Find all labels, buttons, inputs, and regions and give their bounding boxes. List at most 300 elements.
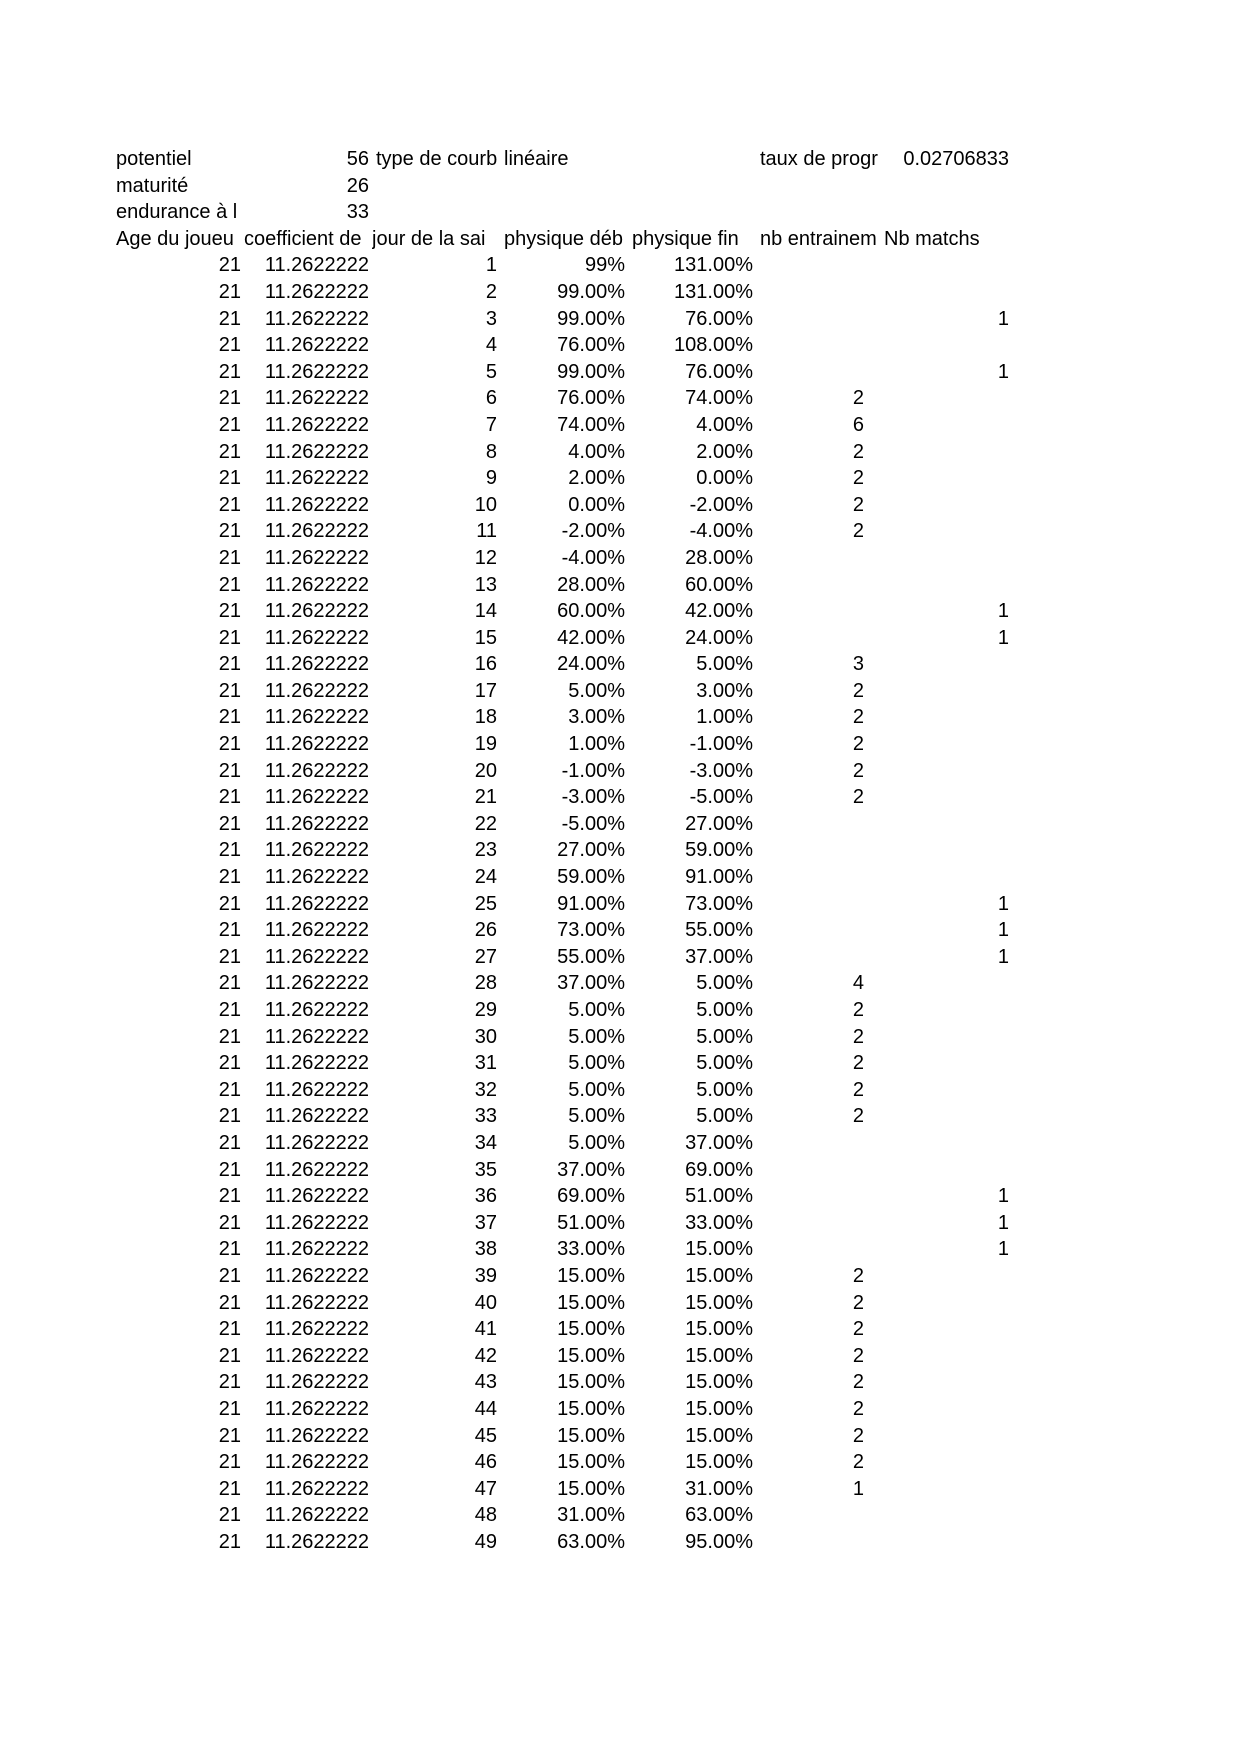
cell-physique-debut: 1.00% bbox=[568, 733, 625, 756]
cell-age: 21 bbox=[218, 892, 241, 915]
cell-coef: 11.2622222 bbox=[264, 679, 369, 702]
cell-matchs bbox=[884, 279, 1012, 306]
cell-physique-fin: 5.00% bbox=[696, 1025, 753, 1048]
cell-matchs bbox=[884, 1263, 1012, 1290]
cell-jour: 12 bbox=[474, 546, 497, 569]
cell-jour: 32 bbox=[474, 1078, 497, 1101]
cell-age: 21 bbox=[218, 254, 241, 277]
cell-jour: 17 bbox=[474, 679, 497, 702]
cell-entrainements: 2 bbox=[852, 1424, 864, 1447]
cell-age: 21 bbox=[218, 1344, 241, 1367]
cell-matchs: 1 bbox=[997, 307, 1009, 330]
potentiel-value: 56 bbox=[346, 148, 369, 170]
cell-physique-fin: 76.00% bbox=[685, 307, 753, 330]
cell-age: 21 bbox=[218, 307, 241, 330]
cell-physique-fin: 5.00% bbox=[696, 1105, 753, 1128]
cell-matchs bbox=[884, 332, 1012, 359]
cell-entrainements: 2 bbox=[852, 1291, 864, 1314]
cell-jour: 4 bbox=[485, 334, 497, 357]
cell-physique-debut: -5.00% bbox=[561, 812, 625, 835]
cell-matchs bbox=[884, 1529, 1012, 1556]
cell-physique-debut: 51.00% bbox=[557, 1211, 625, 1234]
maturite-label: maturité bbox=[116, 174, 189, 197]
cell-coef: 11.2622222 bbox=[264, 653, 369, 676]
cell-matchs bbox=[884, 1476, 1012, 1503]
cell-coef: 11.2622222 bbox=[264, 1238, 369, 1261]
cell-age: 21 bbox=[218, 759, 241, 782]
cell-age: 21 bbox=[218, 945, 241, 968]
cell-physique-fin: 73.00% bbox=[685, 892, 753, 915]
cell-physique-debut: 42.00% bbox=[557, 626, 625, 649]
cell-physique-fin: 74.00% bbox=[685, 387, 753, 410]
cell-coef: 11.2622222 bbox=[264, 1105, 369, 1128]
cell-entrainements bbox=[756, 891, 864, 918]
cell-jour: 23 bbox=[474, 839, 497, 862]
cell-coef: 11.2622222 bbox=[264, 1477, 369, 1500]
cell-coef: 11.2622222 bbox=[264, 254, 369, 277]
header-coef: coefficient de bbox=[244, 227, 362, 250]
cell-physique-fin: 5.00% bbox=[696, 1052, 753, 1075]
cell-physique-debut: 76.00% bbox=[557, 387, 625, 410]
endurance-label: endurance à l bbox=[116, 201, 238, 224]
cell-matchs bbox=[884, 758, 1012, 785]
cell-jour: 14 bbox=[474, 600, 497, 623]
cell-physique-fin: -5.00% bbox=[689, 786, 753, 809]
type-courbe-label: type de courb bbox=[376, 148, 498, 170]
cell-entrainements bbox=[756, 625, 864, 652]
cell-physique-fin: 27.00% bbox=[685, 812, 753, 835]
header-matchs: Nb matchs bbox=[884, 227, 980, 250]
cell-coef: 11.2622222 bbox=[264, 1504, 369, 1527]
cell-coef: 11.2622222 bbox=[264, 733, 369, 756]
cell-entrainements bbox=[756, 359, 864, 386]
cell-matchs bbox=[884, 412, 1012, 439]
cell-entrainements bbox=[756, 1130, 864, 1157]
cell-jour: 7 bbox=[485, 413, 497, 436]
cell-entrainements bbox=[756, 545, 864, 572]
cell-jour: 3 bbox=[485, 307, 497, 330]
cell-matchs bbox=[884, 1290, 1012, 1317]
cell-entrainements bbox=[756, 944, 864, 971]
cell-entrainements: 2 bbox=[852, 387, 864, 410]
cell-matchs bbox=[884, 385, 1012, 412]
cell-physique-fin: 5.00% bbox=[696, 653, 753, 676]
cell-coef: 11.2622222 bbox=[264, 280, 369, 303]
cell-jour: 46 bbox=[474, 1451, 497, 1474]
cell-physique-debut: -2.00% bbox=[561, 520, 625, 543]
cell-matchs bbox=[884, 997, 1012, 1024]
cell-jour: 39 bbox=[474, 1264, 497, 1287]
cell-age: 21 bbox=[218, 999, 241, 1021]
cell-matchs bbox=[884, 1077, 1012, 1104]
cell-matchs bbox=[884, 784, 1012, 811]
cell-matchs bbox=[884, 1502, 1012, 1529]
cell-entrainements bbox=[756, 837, 864, 864]
cell-age: 21 bbox=[218, 1318, 241, 1341]
cell-jour: 47 bbox=[474, 1477, 497, 1500]
cell-age: 21 bbox=[218, 1185, 241, 1208]
cell-matchs bbox=[884, 1396, 1012, 1423]
cell-coef: 11.2622222 bbox=[264, 307, 369, 330]
cell-coef: 11.2622222 bbox=[264, 1291, 369, 1314]
cell-physique-fin: 15.00% bbox=[685, 1318, 753, 1341]
cell-age: 21 bbox=[218, 653, 241, 676]
cell-coef: 11.2622222 bbox=[264, 360, 369, 383]
cell-physique-fin: 4.00% bbox=[696, 413, 753, 436]
cell-physique-debut: 69.00% bbox=[557, 1185, 625, 1208]
cell-coef: 11.2622222 bbox=[264, 706, 369, 729]
cell-physique-fin: 95.00% bbox=[685, 1530, 753, 1553]
cell-physique-fin: 15.00% bbox=[685, 1238, 753, 1261]
cell-matchs: 1 bbox=[997, 1211, 1009, 1234]
cell-jour: 25 bbox=[474, 892, 497, 915]
cell-matchs: 1 bbox=[997, 892, 1009, 915]
cell-coef: 11.2622222 bbox=[264, 1131, 369, 1154]
cell-physique-debut: -3.00% bbox=[561, 786, 625, 809]
cell-age: 21 bbox=[218, 387, 241, 410]
cell-coef: 11.2622222 bbox=[264, 812, 369, 835]
cell-jour: 9 bbox=[485, 467, 497, 490]
cell-physique-fin: 63.00% bbox=[685, 1504, 753, 1527]
cell-matchs bbox=[884, 1157, 1012, 1184]
cell-jour: 21 bbox=[474, 786, 497, 809]
cell-coef: 11.2622222 bbox=[264, 573, 369, 596]
cell-physique-debut: 5.00% bbox=[568, 1078, 625, 1101]
cell-entrainements: 2 bbox=[852, 733, 864, 756]
header-jour: jour de la sai bbox=[372, 227, 486, 250]
cell-age: 21 bbox=[218, 866, 241, 889]
cell-entrainements bbox=[756, 864, 864, 891]
cell-matchs bbox=[884, 252, 1012, 279]
cell-physique-debut: 33.00% bbox=[557, 1238, 625, 1261]
cell-jour: 33 bbox=[474, 1105, 497, 1128]
header-physique-fin: physique fin bbox=[632, 227, 739, 250]
cell-physique-debut: 24.00% bbox=[557, 653, 625, 676]
cell-matchs bbox=[884, 1130, 1012, 1157]
cell-matchs bbox=[884, 970, 1012, 997]
cell-age: 21 bbox=[218, 1131, 241, 1154]
cell-physique-fin: 59.00% bbox=[685, 839, 753, 862]
cell-physique-debut: 99.00% bbox=[557, 280, 625, 303]
cell-entrainements bbox=[756, 598, 864, 625]
cell-age: 21 bbox=[218, 706, 241, 729]
cell-matchs: 1 bbox=[997, 945, 1009, 968]
cell-physique-debut: 27.00% bbox=[557, 839, 625, 862]
header-age: Age du joueu bbox=[116, 227, 234, 250]
cell-age: 21 bbox=[218, 1371, 241, 1394]
cell-age: 21 bbox=[218, 520, 241, 543]
cell-physique-debut: 31.00% bbox=[557, 1504, 625, 1527]
cell-age: 21 bbox=[218, 1291, 241, 1314]
cell-physique-debut: 15.00% bbox=[557, 1371, 625, 1394]
cell-matchs: 1 bbox=[997, 626, 1009, 649]
cell-coef: 11.2622222 bbox=[264, 839, 369, 862]
cell-physique-debut: 15.00% bbox=[557, 1451, 625, 1474]
cell-age: 21 bbox=[218, 1264, 241, 1287]
cell-physique-debut: 5.00% bbox=[568, 1025, 625, 1048]
taux-value: 0.02706833 bbox=[903, 148, 1009, 170]
cell-physique-debut: 5.00% bbox=[568, 1052, 625, 1075]
cell-matchs bbox=[884, 651, 1012, 678]
cell-matchs bbox=[884, 518, 1012, 545]
cell-age: 21 bbox=[218, 493, 241, 516]
cell-jour: 15 bbox=[474, 626, 497, 649]
cell-physique-fin: 55.00% bbox=[685, 919, 753, 942]
cell-matchs: 1 bbox=[997, 1238, 1009, 1261]
cell-matchs bbox=[884, 1343, 1012, 1370]
cell-age: 21 bbox=[218, 972, 241, 995]
cell-entrainements: 2 bbox=[852, 520, 864, 543]
cell-physique-fin: 15.00% bbox=[685, 1451, 753, 1474]
cell-age: 21 bbox=[218, 467, 241, 490]
cell-physique-debut: 0.00% bbox=[568, 493, 625, 516]
endurance-value: 33 bbox=[346, 201, 369, 224]
cell-jour: 48 bbox=[474, 1504, 497, 1527]
cell-entrainements: 2 bbox=[852, 1371, 864, 1394]
cell-physique-debut: 74.00% bbox=[557, 413, 625, 436]
cell-age: 21 bbox=[218, 1397, 241, 1420]
cell-entrainements bbox=[756, 917, 864, 944]
cell-entrainements: 4 bbox=[852, 972, 864, 995]
cell-coef: 11.2622222 bbox=[264, 1451, 369, 1474]
cell-coef: 11.2622222 bbox=[264, 759, 369, 782]
cell-coef: 11.2622222 bbox=[264, 1397, 369, 1420]
cell-physique-fin: 33.00% bbox=[685, 1211, 753, 1234]
cell-entrainements: 2 bbox=[852, 786, 864, 809]
cell-age: 21 bbox=[218, 812, 241, 835]
cell-age: 21 bbox=[218, 1530, 241, 1553]
cell-physique-fin: 28.00% bbox=[685, 546, 753, 569]
cell-coef: 11.2622222 bbox=[264, 1025, 369, 1048]
cell-physique-fin: 108.00% bbox=[674, 334, 753, 357]
cell-matchs: 1 bbox=[997, 919, 1009, 942]
cell-entrainements bbox=[756, 279, 864, 306]
cell-matchs bbox=[884, 1423, 1012, 1450]
cell-jour: 13 bbox=[474, 573, 497, 596]
cell-coef: 11.2622222 bbox=[264, 1530, 369, 1553]
cell-physique-fin: 15.00% bbox=[685, 1397, 753, 1420]
cell-matchs bbox=[884, 1369, 1012, 1396]
cell-entrainements bbox=[756, 1529, 864, 1556]
cell-matchs: 1 bbox=[997, 600, 1009, 623]
cell-physique-debut: 4.00% bbox=[568, 440, 625, 463]
cell-physique-debut: 37.00% bbox=[557, 1158, 625, 1181]
cell-coef: 11.2622222 bbox=[264, 1211, 369, 1234]
cell-entrainements: 2 bbox=[852, 1078, 864, 1101]
cell-physique-debut: 5.00% bbox=[568, 679, 625, 702]
cell-jour: 44 bbox=[474, 1397, 497, 1420]
cell-physique-debut: 99% bbox=[584, 254, 625, 277]
cell-jour: 49 bbox=[474, 1530, 497, 1553]
cell-physique-fin: 131.00% bbox=[674, 280, 753, 303]
cell-jour: 27 bbox=[474, 945, 497, 968]
cell-age: 21 bbox=[218, 334, 241, 357]
cell-age: 21 bbox=[218, 1105, 241, 1128]
cell-jour: 26 bbox=[474, 919, 497, 942]
cell-age: 21 bbox=[218, 280, 241, 303]
cell-physique-debut: 28.00% bbox=[557, 573, 625, 596]
cell-physique-fin: -2.00% bbox=[689, 493, 753, 516]
cell-coef: 11.2622222 bbox=[264, 1185, 369, 1208]
cell-matchs bbox=[884, 1024, 1012, 1051]
cell-physique-fin: 76.00% bbox=[685, 360, 753, 383]
cell-age: 21 bbox=[218, 626, 241, 649]
cell-age: 21 bbox=[218, 1451, 241, 1474]
cell-matchs bbox=[884, 465, 1012, 492]
cell-physique-debut: 59.00% bbox=[557, 866, 625, 889]
cell-jour: 35 bbox=[474, 1158, 497, 1181]
cell-age: 21 bbox=[218, 733, 241, 756]
cell-age: 21 bbox=[218, 1158, 241, 1181]
cell-entrainements: 2 bbox=[852, 679, 864, 702]
cell-coef: 11.2622222 bbox=[264, 892, 369, 915]
cell-age: 21 bbox=[218, 786, 241, 809]
cell-physique-debut: 15.00% bbox=[557, 1344, 625, 1367]
cell-physique-debut: 15.00% bbox=[557, 1397, 625, 1420]
cell-physique-debut: 99.00% bbox=[557, 360, 625, 383]
taux-label: taux de progr bbox=[760, 148, 878, 170]
cell-coef: 11.2622222 bbox=[264, 1424, 369, 1447]
cell-jour: 45 bbox=[474, 1424, 497, 1447]
type-courbe-value: linéaire bbox=[504, 148, 569, 170]
cell-physique-debut: 15.00% bbox=[557, 1318, 625, 1341]
cell-physique-debut: 60.00% bbox=[557, 600, 625, 623]
cell-physique-fin: 91.00% bbox=[685, 866, 753, 889]
cell-entrainements: 2 bbox=[852, 493, 864, 516]
cell-age: 21 bbox=[218, 679, 241, 702]
cell-physique-fin: 15.00% bbox=[685, 1291, 753, 1314]
cell-physique-fin: 60.00% bbox=[685, 573, 753, 596]
cell-coef: 11.2622222 bbox=[264, 334, 369, 357]
cell-physique-fin: 31.00% bbox=[685, 1477, 753, 1500]
cell-entrainements bbox=[756, 1183, 864, 1210]
cell-physique-fin: 24.00% bbox=[685, 626, 753, 649]
cell-entrainements: 6 bbox=[852, 413, 864, 436]
cell-physique-fin: -4.00% bbox=[689, 520, 753, 543]
cell-physique-debut: -4.00% bbox=[561, 546, 625, 569]
cell-coef: 11.2622222 bbox=[264, 999, 369, 1021]
cell-age: 21 bbox=[218, 1424, 241, 1447]
cell-age: 21 bbox=[218, 1477, 241, 1500]
cell-physique-fin: -1.00% bbox=[689, 733, 753, 756]
cell-coef: 11.2622222 bbox=[264, 467, 369, 490]
cell-physique-debut: 63.00% bbox=[557, 1530, 625, 1553]
cell-entrainements: 2 bbox=[852, 1397, 864, 1420]
cell-coef: 11.2622222 bbox=[264, 1078, 369, 1101]
maturite-value: 26 bbox=[346, 174, 369, 197]
cell-physique-fin: -3.00% bbox=[689, 759, 753, 782]
cell-entrainements: 2 bbox=[852, 440, 864, 463]
cell-physique-fin: 131.00% bbox=[674, 254, 753, 277]
cell-matchs bbox=[884, 731, 1012, 758]
cell-jour: 30 bbox=[474, 1025, 497, 1048]
cell-jour: 31 bbox=[474, 1052, 497, 1075]
cell-physique-fin: 15.00% bbox=[685, 1424, 753, 1447]
cell-jour: 37 bbox=[474, 1211, 497, 1234]
cell-physique-debut: 5.00% bbox=[568, 1131, 625, 1154]
cell-physique-debut: 37.00% bbox=[557, 972, 625, 995]
cell-entrainements bbox=[756, 1157, 864, 1184]
cell-age: 21 bbox=[218, 440, 241, 463]
cell-physique-debut: 2.00% bbox=[568, 467, 625, 490]
cell-entrainements: 1 bbox=[852, 1477, 864, 1500]
cell-matchs bbox=[884, 864, 1012, 891]
cell-physique-fin: 3.00% bbox=[696, 679, 753, 702]
cell-entrainements: 2 bbox=[852, 1052, 864, 1075]
cell-physique-debut: 5.00% bbox=[568, 999, 625, 1021]
cell-jour: 18 bbox=[474, 706, 497, 729]
cell-physique-debut: -1.00% bbox=[561, 759, 625, 782]
cell-jour: 16 bbox=[474, 653, 497, 676]
cell-matchs bbox=[884, 1316, 1012, 1343]
cell-physique-debut: 3.00% bbox=[568, 706, 625, 729]
cell-coef: 11.2622222 bbox=[264, 786, 369, 809]
cell-entrainements: 2 bbox=[852, 999, 864, 1021]
cell-coef: 11.2622222 bbox=[264, 387, 369, 410]
cell-physique-debut: 15.00% bbox=[557, 1291, 625, 1314]
cell-physique-fin: 0.00% bbox=[696, 467, 753, 490]
cell-entrainements: 2 bbox=[852, 467, 864, 490]
cell-entrainements: 2 bbox=[852, 1264, 864, 1287]
cell-physique-debut: 76.00% bbox=[557, 334, 625, 357]
cell-entrainements: 2 bbox=[852, 1105, 864, 1128]
cell-physique-debut: 99.00% bbox=[557, 307, 625, 330]
cell-coef: 11.2622222 bbox=[264, 440, 369, 463]
cell-age: 21 bbox=[218, 546, 241, 569]
cell-jour: 20 bbox=[474, 759, 497, 782]
cell-age: 21 bbox=[218, 1211, 241, 1234]
cell-age: 21 bbox=[218, 1504, 241, 1527]
cell-entrainements: 2 bbox=[852, 1318, 864, 1341]
cell-physique-fin: 15.00% bbox=[685, 1344, 753, 1367]
cell-age: 21 bbox=[218, 413, 241, 436]
cell-coef: 11.2622222 bbox=[264, 600, 369, 623]
cell-jour: 6 bbox=[485, 387, 497, 410]
cell-coef: 11.2622222 bbox=[264, 866, 369, 889]
cell-entrainements bbox=[756, 332, 864, 359]
cell-matchs bbox=[884, 704, 1012, 731]
cell-physique-debut: 91.00% bbox=[557, 892, 625, 915]
cell-physique-fin: 69.00% bbox=[685, 1158, 753, 1181]
cell-coef: 11.2622222 bbox=[264, 1371, 369, 1394]
cell-matchs bbox=[884, 545, 1012, 572]
cell-physique-fin: 51.00% bbox=[685, 1185, 753, 1208]
cell-coef: 11.2622222 bbox=[264, 945, 369, 968]
cell-entrainements bbox=[756, 1502, 864, 1529]
cell-jour: 29 bbox=[474, 999, 497, 1021]
cell-age: 21 bbox=[218, 839, 241, 862]
cell-age: 21 bbox=[218, 1078, 241, 1101]
cell-coef: 11.2622222 bbox=[264, 972, 369, 995]
cell-physique-fin: 5.00% bbox=[696, 972, 753, 995]
cell-jour: 36 bbox=[474, 1185, 497, 1208]
cell-age: 21 bbox=[218, 600, 241, 623]
cell-physique-debut: 73.00% bbox=[557, 919, 625, 942]
cell-coef: 11.2622222 bbox=[264, 919, 369, 942]
cell-physique-fin: 15.00% bbox=[685, 1371, 753, 1394]
cell-coef: 11.2622222 bbox=[264, 520, 369, 543]
cell-physique-fin: 42.00% bbox=[685, 600, 753, 623]
cell-matchs bbox=[884, 1050, 1012, 1077]
cell-matchs bbox=[884, 678, 1012, 705]
cell-matchs bbox=[884, 1103, 1012, 1130]
cell-jour: 42 bbox=[474, 1344, 497, 1367]
cell-physique-fin: 15.00% bbox=[685, 1264, 753, 1287]
cell-age: 21 bbox=[218, 1238, 241, 1261]
cell-jour: 2 bbox=[485, 280, 497, 303]
cell-entrainements bbox=[756, 306, 864, 333]
cell-jour: 1 bbox=[485, 254, 497, 277]
